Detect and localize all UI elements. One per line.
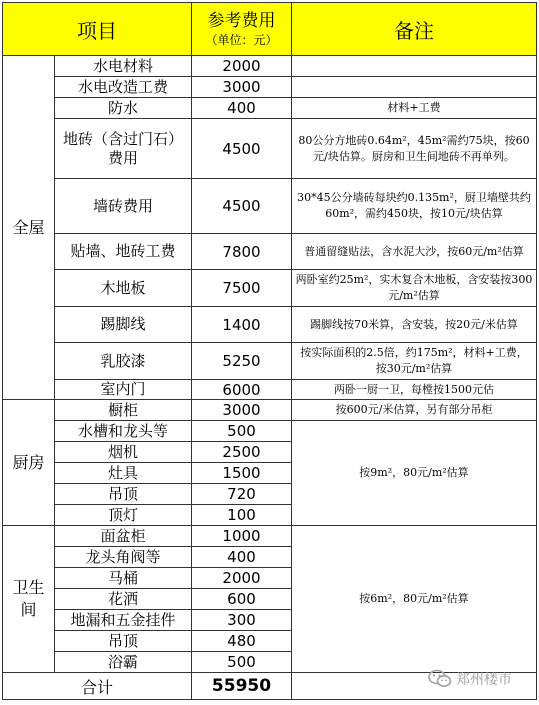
- table-row: [3, 119, 537, 179]
- total-label: 合计: [3, 673, 192, 700]
- item-cell: 地砖（含过门石）费用: [55, 119, 192, 179]
- note-cell: [292, 56, 537, 77]
- item-cell: 地漏和五金挂件: [55, 610, 192, 631]
- table-row: [3, 343, 537, 380]
- wechat-logo-icon: [428, 669, 452, 689]
- note-cell: 按实际面积的2.5倍，约175m²，材料+工费，按30元/m²估算: [292, 343, 537, 380]
- item-cell: 浴霸: [55, 652, 192, 673]
- item-cell: 木地板: [55, 270, 192, 307]
- cost-cell: 5250: [192, 343, 292, 380]
- note-cell: 按6m²，80元/m²估算: [292, 526, 537, 673]
- cost-cell: 480: [192, 631, 292, 652]
- item-cell: 花洒: [55, 589, 192, 610]
- note-cell: 30*45公分墙砖每块约0.135m²，厨卫墙壁共约60m²，需约450块，按10元/块估算: [292, 179, 537, 234]
- cost-cell: 4500: [192, 179, 292, 234]
- header-row: [3, 3, 537, 56]
- table-row: [3, 526, 537, 547]
- cost-cell: 7500: [192, 270, 292, 307]
- table-row: [3, 307, 537, 343]
- item-cell: 吊顶: [55, 484, 192, 505]
- cost-cell: 1500: [192, 463, 292, 484]
- cost-cell: 500: [192, 421, 292, 442]
- item-cell: 吊顶: [55, 631, 192, 652]
- cost-cell: 300: [192, 610, 292, 631]
- note-cell: 两卧一厨一卫，每樘按1500元估: [292, 380, 537, 400]
- watermark: [428, 669, 512, 689]
- cost-cell: 7800: [192, 234, 292, 270]
- table-row: [3, 77, 537, 98]
- item-cell: 马桶: [55, 568, 192, 589]
- table-row: [3, 270, 537, 307]
- note-cell: [292, 77, 537, 98]
- item-cell: 橱柜: [55, 400, 192, 421]
- note-cell: 两卧室约25m²，实木复合木地板，含安装按300元/m²估算: [292, 270, 537, 307]
- total-value: 55950: [192, 673, 292, 700]
- note-cell: 按600元/米估算，另有部分吊柜: [292, 400, 537, 421]
- item-cell: 烟机: [55, 442, 192, 463]
- item-cell: 顶灯: [55, 505, 192, 526]
- cost-cell: 400: [192, 547, 292, 568]
- item-cell: 面盆柜: [55, 526, 192, 547]
- cost-cell: 2000: [192, 568, 292, 589]
- category-whole-house: 全屋: [3, 56, 55, 400]
- item-cell: 墙砖费用: [55, 179, 192, 234]
- item-cell: 水电改造工费: [55, 77, 192, 98]
- cost-cell: 6000: [192, 380, 292, 400]
- cost-cell: 100: [192, 505, 292, 526]
- cost-cell: 720: [192, 484, 292, 505]
- category-kitchen: 厨房: [3, 400, 55, 526]
- header-item: 项目: [3, 3, 192, 56]
- item-cell: 水槽和龙头等: [55, 421, 192, 442]
- table-row: [3, 56, 537, 77]
- table-row: [3, 400, 537, 421]
- item-cell: 踢脚线: [55, 307, 192, 343]
- item-cell: 乳胶漆: [55, 343, 192, 380]
- watermark-text: 郑州楼市: [456, 672, 512, 688]
- budget-table: [2, 2, 537, 700]
- table-row: [3, 380, 537, 400]
- header-cost-title: 参考费用: [207, 11, 276, 31]
- cost-cell: 600: [192, 589, 292, 610]
- header-cost-unit: （单位：元）: [205, 33, 278, 47]
- cost-cell: 400: [192, 98, 292, 119]
- category-bathroom: 卫生 间: [3, 526, 55, 673]
- cost-cell: 2000: [192, 56, 292, 77]
- cost-cell: 1000: [192, 526, 292, 547]
- cost-cell: 4500: [192, 119, 292, 179]
- note-cell: 踢脚线按70米算，含安装，按20元/米估算: [292, 307, 537, 343]
- table-row: [3, 98, 537, 119]
- header-cost: [192, 3, 292, 56]
- item-cell: 水电材料: [55, 56, 192, 77]
- item-cell: 防水: [55, 98, 192, 119]
- item-cell: 龙头角阀等: [55, 547, 192, 568]
- table-row: [3, 179, 537, 234]
- cost-cell: 1400: [192, 307, 292, 343]
- item-cell: 灶具: [55, 463, 192, 484]
- table-row: [3, 421, 537, 442]
- cost-cell: 2500: [192, 442, 292, 463]
- item-cell: 室内门: [55, 380, 192, 400]
- cost-cell: 3000: [192, 400, 292, 421]
- note-cell: 普通留缝贴法，含水泥大沙，按60元/m²估算: [292, 234, 537, 270]
- note-cell: 材料+工费: [292, 98, 537, 119]
- note-cell: 80公分方地砖0.64m²，45m²需约75块，按60元/块估算。厨房和卫生间地砖不再单列。: [292, 119, 537, 179]
- header-note: 备注: [292, 3, 537, 56]
- item-cell: 贴墙、地砖工费: [55, 234, 192, 270]
- cost-cell: 500: [192, 652, 292, 673]
- note-cell: 按9m²，80元/m²估算: [292, 421, 537, 526]
- cost-cell: 3000: [192, 77, 292, 98]
- table-row: [3, 234, 537, 270]
